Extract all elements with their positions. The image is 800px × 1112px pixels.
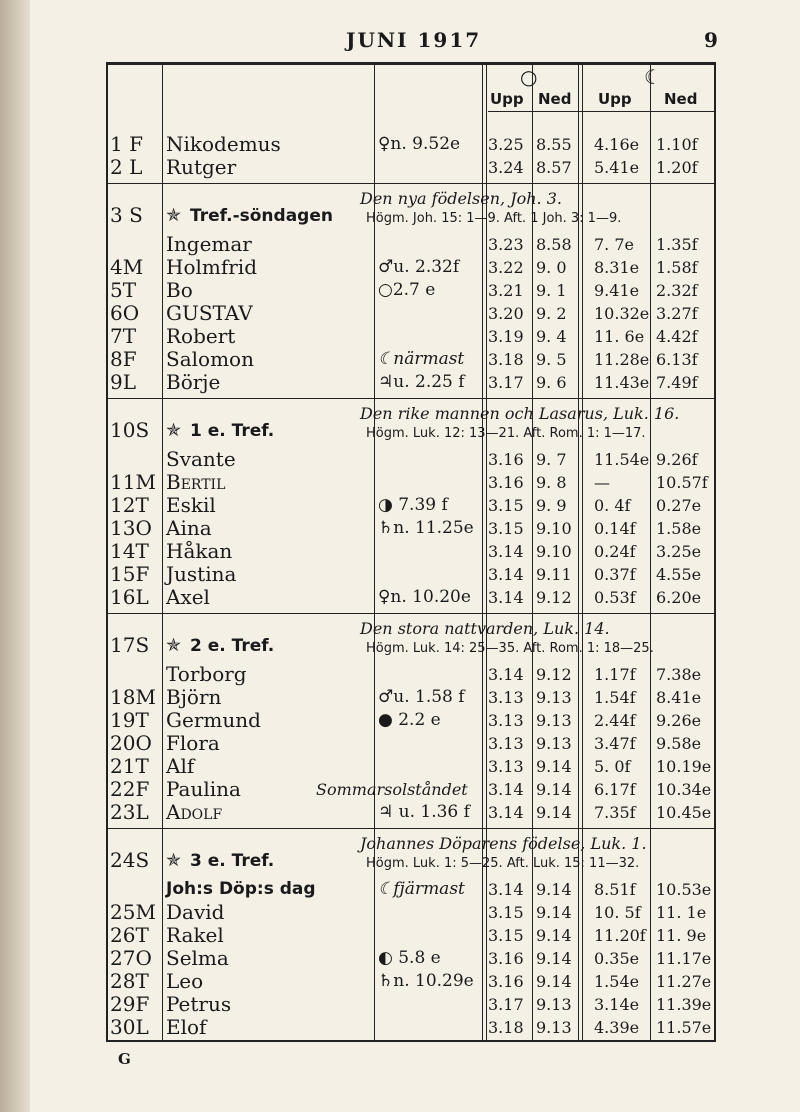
sun-icon: ○ (520, 65, 538, 89)
gospel-heading: Den stora nattvarden, Luk. 14. (360, 619, 610, 638)
day-row (108, 517, 714, 540)
sun-rise: 3.14 (488, 803, 524, 822)
star-icon: ✯ (166, 205, 182, 226)
week-divider (108, 613, 714, 614)
star-icon: ✯ (166, 635, 182, 656)
week-divider (108, 183, 714, 184)
sunday-name: 2 e. Tref. (190, 636, 275, 656)
sunday-block (108, 189, 714, 233)
moon-set: 0.27e (656, 496, 702, 515)
sunday-name: 3 e. Tref. (190, 851, 275, 871)
day-row (108, 755, 714, 778)
moon-set: 6.13f (656, 350, 698, 369)
sun-set-heading: Ned (538, 90, 572, 108)
day-row (108, 448, 714, 471)
sun-set: 9.13 (536, 1018, 572, 1037)
name: Salomon (166, 347, 254, 371)
sunday-block (108, 404, 714, 448)
sun-set: 8.55 (536, 135, 572, 154)
moon-icon: ☾ (644, 65, 662, 89)
sun-set: 9. 5 (536, 350, 567, 369)
moon-rise: 6.17f (594, 780, 636, 799)
name: Aina (166, 516, 212, 540)
moon-rise: 11.28e (594, 350, 650, 369)
moon-set: 1.20f (656, 158, 698, 177)
date: 20O (110, 731, 152, 755)
event: ♀n. 9.52e (378, 134, 461, 154)
date: 12T (110, 493, 149, 517)
moon-set: 11.27e (656, 972, 712, 991)
moon-set-heading: Ned (664, 90, 698, 108)
day-row (108, 348, 714, 371)
moon-set: 7.49f (656, 373, 698, 392)
date: 21T (110, 754, 149, 778)
sun-rise: 3.14 (488, 665, 524, 684)
event: ♄n. 10.29e (378, 971, 474, 991)
moon-rise: 11. 6e (594, 327, 645, 346)
day-row (108, 732, 714, 755)
sunday-date: 10S (110, 418, 150, 442)
sun-set: 9.11 (536, 565, 572, 584)
moon-rise: 1.17f (594, 665, 636, 684)
moon-set: 11.17e (656, 949, 712, 968)
event: ♀n. 10.20e (378, 587, 471, 607)
day-row (108, 302, 714, 325)
sun-set: 9. 8 (536, 473, 567, 492)
sun-set: 8.57 (536, 158, 572, 177)
moon-rise: 1.54f (594, 688, 636, 707)
name: Petrus (166, 992, 232, 1016)
moon-set: 3.25e (656, 542, 702, 561)
moon-set: 11. 1e (656, 903, 707, 922)
name: Joh:s Döp:s dag (166, 879, 316, 899)
gospel-heading: Johannes Döparens födelse, Luk. 1. (360, 834, 647, 853)
name: Nikodemus (166, 132, 281, 156)
event: ♂u. 1.58 f (378, 687, 465, 707)
sun-set: 9.14 (536, 757, 572, 776)
day-row (108, 563, 714, 586)
name: Björn (166, 685, 222, 709)
day-row (108, 471, 714, 494)
moon-rise: 9.41e (594, 281, 640, 300)
sun-set: 9.14 (536, 926, 572, 945)
day-row (108, 709, 714, 732)
name: Germund (166, 708, 261, 732)
name: Alf (166, 754, 195, 778)
event: ♂u. 2.32f (378, 257, 460, 277)
event: ○2.7 e (378, 280, 436, 300)
name: Ingemar (166, 232, 252, 256)
moon-set: 3.27f (656, 304, 698, 323)
sun-rise: 3.25 (488, 135, 524, 154)
day-row (108, 540, 714, 563)
moon-set: 11. 9e (656, 926, 707, 945)
moon-rise: 11.54e (594, 450, 650, 469)
page-number: 9 (704, 28, 718, 52)
sun-set: 9. 6 (536, 373, 567, 392)
sun-set: 9.14 (536, 972, 572, 991)
moon-rise: 11.20f (594, 926, 646, 945)
sunday-date: 17S (110, 633, 150, 657)
moon-set: 9.26f (656, 450, 698, 469)
day-row (108, 371, 714, 394)
calendar-page (30, 0, 800, 1112)
sermon-readings: Högm. Luk. 12: 13—21. Aft. Rom. 1: 1—17. (366, 426, 646, 441)
day-row (108, 801, 714, 824)
moon-rise: 8.51f (594, 880, 636, 899)
moon-set: 1.58f (656, 258, 698, 277)
moon-set: 9.26e (656, 711, 702, 730)
date: 15F (110, 562, 150, 586)
date: 23L (110, 800, 149, 824)
day-row (108, 947, 714, 970)
moon-rise: 10.32e (594, 304, 650, 323)
day-row (108, 778, 714, 801)
moon-rise: 0.53f (594, 588, 636, 607)
date: 6O (110, 301, 140, 325)
day-row (108, 686, 714, 709)
star-icon: ✯ (166, 850, 182, 871)
week-divider (108, 828, 714, 829)
name: Justina (166, 562, 237, 586)
sun-rise: 3.17 (488, 995, 524, 1014)
name: Paulina (166, 777, 241, 801)
date: 28T (110, 969, 149, 993)
name: Rakel (166, 923, 224, 947)
sun-rise: 3.14 (488, 780, 524, 799)
sun-rise-heading: Upp (490, 90, 524, 108)
sun-set: 9.10 (536, 542, 572, 561)
moon-rise: 5.41e (594, 158, 640, 177)
sun-set: 9. 1 (536, 281, 567, 300)
sun-rise: 3.14 (488, 588, 524, 607)
event: ♃u. 2.25 f (378, 372, 465, 392)
sun-set: 9. 7 (536, 450, 567, 469)
sun-set: 9.14 (536, 780, 572, 799)
calendar-table (106, 62, 716, 1042)
moon-set: 1.10f (656, 135, 698, 154)
printer-signature: G (118, 1050, 131, 1068)
moon-set: 6.20e (656, 588, 702, 607)
moon-rise: 2.44f (594, 711, 636, 730)
name: Håkan (166, 539, 233, 563)
moon-rise: 11.43e (594, 373, 650, 392)
name: Bertil (166, 470, 226, 494)
sun-rise: 3.15 (488, 496, 524, 515)
date: 25M (110, 900, 156, 924)
sun-rise: 3.13 (488, 734, 524, 753)
sun-rise: 3.24 (488, 158, 524, 177)
sun-rise: 3.17 (488, 373, 524, 392)
name: Elof (166, 1015, 207, 1039)
event: ◑ 7.39 f (378, 495, 448, 515)
sunday-date: 24S (110, 848, 150, 872)
sun-rise: 3.18 (488, 1018, 524, 1037)
gospel-heading: Den nya födelsen, Joh. 3. (360, 189, 562, 208)
moon-rise-heading: Upp (598, 90, 632, 108)
name: Börje (166, 370, 221, 394)
name: Adolf (166, 800, 223, 824)
day-row (108, 663, 714, 686)
name: Robert (166, 324, 236, 348)
sun-rise: 3.16 (488, 972, 524, 991)
day-row (108, 901, 714, 924)
sunday-name: 1 e. Tref. (190, 421, 275, 441)
sun-rise: 3.19 (488, 327, 524, 346)
moon-rise: 0.35e (594, 949, 640, 968)
day-row (108, 970, 714, 993)
day-row (108, 586, 714, 609)
name: Flora (166, 731, 220, 755)
sunday-block (108, 834, 714, 878)
name: Axel (166, 585, 210, 609)
sun-set: 9.10 (536, 519, 572, 538)
moon-rise: 5. 0f (594, 757, 631, 776)
book-gutter (0, 0, 30, 1112)
moon-rise: 0.24f (594, 542, 636, 561)
day-row (108, 133, 714, 156)
moon-rise: 8.31e (594, 258, 640, 277)
event: ☾fjärmast (378, 879, 465, 899)
date: 19T (110, 708, 149, 732)
name: Leo (166, 969, 204, 993)
event: ♄n. 11.25e (378, 518, 474, 538)
sun-rise: 3.13 (488, 757, 524, 776)
day-row (108, 325, 714, 348)
sun-set: 9.12 (536, 588, 572, 607)
week-divider (108, 398, 714, 399)
moon-rise: 4.39e (594, 1018, 640, 1037)
moon-set: 1.58e (656, 519, 702, 538)
moon-set: 10.53e (656, 880, 712, 899)
event: Sommarsolståndet (316, 780, 468, 799)
sermon-readings: Högm. Luk. 14: 25—35. Aft. Rom. 1: 18—25. (366, 641, 654, 656)
sun-set: 9.13 (536, 995, 572, 1014)
day-row (108, 878, 714, 901)
month-title: JUNI 1917 (346, 28, 482, 52)
date: 27O (110, 946, 152, 970)
sun-set: 9.13 (536, 711, 572, 730)
moon-set: 10.19e (656, 757, 712, 776)
sun-rise: 3.14 (488, 565, 524, 584)
sun-rise: 3.16 (488, 949, 524, 968)
date: 29F (110, 992, 150, 1016)
sun-set: 9.13 (536, 688, 572, 707)
sun-rise: 3.14 (488, 542, 524, 561)
sunday-name: Tref.-söndagen (190, 206, 333, 226)
day-row (108, 233, 714, 256)
moon-set: 4.42f (656, 327, 698, 346)
date: 18M (110, 685, 156, 709)
moon-rise: 3.14e (594, 995, 640, 1014)
date: 30L (110, 1015, 149, 1039)
event: ● 2.2 e (378, 710, 441, 730)
date: 26T (110, 923, 149, 947)
sun-rise: 3.23 (488, 235, 524, 254)
event: ♃ u. 1.36 f (378, 802, 470, 822)
moon-set: 10.34e (656, 780, 712, 799)
date: 8F (110, 347, 137, 371)
date: 22F (110, 777, 150, 801)
day-row (108, 924, 714, 947)
date: 2 L (110, 155, 143, 179)
name: Selma (166, 946, 229, 970)
moon-set: 7.38e (656, 665, 702, 684)
sun-set: 8.58 (536, 235, 572, 254)
sun-set: 9. 0 (536, 258, 567, 277)
sun-rise: 3.16 (488, 450, 524, 469)
date: 9L (110, 370, 137, 394)
sun-rise: 3.22 (488, 258, 524, 277)
moon-rise: 0.14f (594, 519, 636, 538)
name: Svante (166, 447, 236, 471)
sun-set: 9.13 (536, 734, 572, 753)
moon-rise: 10. 5f (594, 903, 641, 922)
sun-rise: 3.18 (488, 350, 524, 369)
name: Torborg (166, 662, 247, 686)
date: 5T (110, 278, 137, 302)
day-row (108, 1016, 714, 1039)
moon-rise: 0.37f (594, 565, 636, 584)
date: 13O (110, 516, 152, 540)
day-row (108, 156, 714, 179)
name: David (166, 900, 225, 924)
sun-set: 9.14 (536, 803, 572, 822)
sun-set: 9. 4 (536, 327, 567, 346)
sun-rise: 3.15 (488, 519, 524, 538)
moon-set: 10.57f (656, 473, 708, 492)
name: Bo (166, 278, 193, 302)
sun-set: 9.14 (536, 949, 572, 968)
sun-rise: 3.15 (488, 903, 524, 922)
moon-rise: 1.54e (594, 972, 640, 991)
sunday-date: 3 S (110, 203, 143, 227)
moon-rise: — (594, 473, 610, 492)
event: ◐ 5.8 e (378, 948, 441, 968)
moon-set: 4.55e (656, 565, 702, 584)
moon-set: 1.35f (656, 235, 698, 254)
date: 1 F (110, 132, 143, 156)
sermon-readings: Högm. Joh. 15: 1—9. Aft. 1 Joh. 3: 1—9. (366, 211, 622, 226)
sun-set: 9. 2 (536, 304, 567, 323)
moon-rise: 4.16e (594, 135, 640, 154)
day-row (108, 494, 714, 517)
moon-set: 11.57e (656, 1018, 712, 1037)
day-row (108, 256, 714, 279)
sun-rise: 3.21 (488, 281, 524, 300)
name: Holmfrid (166, 255, 258, 279)
name: Eskil (166, 493, 216, 517)
moon-rise: 3.47f (594, 734, 636, 753)
moon-set: 9.58e (656, 734, 702, 753)
sun-set: 9.14 (536, 903, 572, 922)
sun-rise: 3.16 (488, 473, 524, 492)
date: 16L (110, 585, 149, 609)
date: 7T (110, 324, 137, 348)
sun-rise: 3.15 (488, 926, 524, 945)
moon-set: 2.32f (656, 281, 698, 300)
date: 14T (110, 539, 149, 563)
day-row (108, 279, 714, 302)
sun-rise: 3.14 (488, 880, 524, 899)
sunday-block (108, 619, 714, 663)
header-underline (488, 111, 714, 112)
date: 4M (110, 255, 144, 279)
day-row (108, 993, 714, 1016)
moon-rise: 7.35f (594, 803, 636, 822)
sun-rise: 3.13 (488, 688, 524, 707)
star-icon: ✯ (166, 420, 182, 441)
name: GUSTAV (166, 301, 253, 325)
date: 11M (110, 470, 156, 494)
sun-rise: 3.20 (488, 304, 524, 323)
sun-set: 9. 9 (536, 496, 567, 515)
sermon-readings: Högm. Luk. 1: 5—25. Aft. Luk. 15: 11—32. (366, 856, 640, 871)
moon-set: 8.41e (656, 688, 702, 707)
gospel-heading: Den rike mannen och Lasarus, Luk. 16. (360, 404, 680, 423)
moon-rise: 0. 4f (594, 496, 631, 515)
sun-set: 9.12 (536, 665, 572, 684)
sun-set: 9.14 (536, 880, 572, 899)
sun-rise: 3.13 (488, 711, 524, 730)
moon-set: 11.39e (656, 995, 712, 1014)
moon-rise: 7. 7e (594, 235, 634, 254)
event: ☾närmast (378, 349, 465, 369)
name: Rutger (166, 155, 237, 179)
moon-set: 10.45e (656, 803, 712, 822)
